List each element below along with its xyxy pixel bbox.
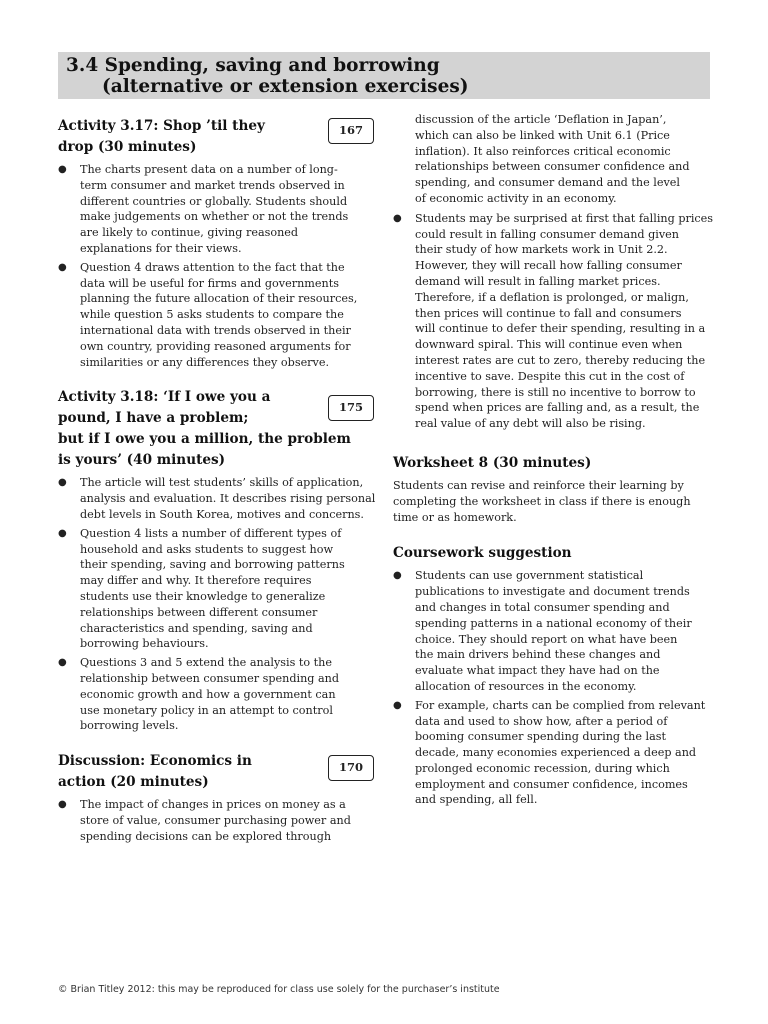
bullet-icon: ●: [58, 799, 67, 811]
list-item: ● For example, charts can be complied from relevant data and used to show how, after a period of booming consumer spending during the last decade, many economies experienced a deep and prolonged economic recession, during which employment and consumer confidence, incomes and spending, all fell.: [393, 698, 706, 807]
list-item: ● Question 4 draws attention to the fact that the data will be useful for firms and governments planning the future allocation of their resources, while question 5 asks students to compare the international data with trends observed in their own country, providing reasoned arguments for similarities or any differences they observe.: [58, 260, 358, 369]
activity-3-18-list: [58, 475, 374, 734]
list-item: ● Question 4 lists a number of different types of household and asks students to suggest how their spending, saving and borrowing patterns may differ and why. It therefore requires students use their knowledge to generalize relationships between different consumer characteristics and spending, saving and borrowing behaviours.: [58, 526, 345, 651]
left-column: [58, 116, 374, 848]
bullet-icon: ●: [58, 164, 67, 175]
list-item: ● Students may be surprised at first that falling prices could result in falling consumer demand given their study of how markets work in Unit 2.2. However, they will recall how falling consumer demand will result in falling market prices. Therefore, if a deflation is prolonged, or malign, then prices will continue to fall and consumers will continue to defer their spending, resulting in a downward spiral. This will continue even when interest rates are cut to zero, thereby reducing the incentive to save. Despite this cut in the cost of borrowing, there is still no incentive to borrow to spend when prices are falling and, as a result, the real value of any debt will also be rising.: [393, 211, 714, 431]
page-ref-badge-167: 167: [328, 118, 374, 144]
list-item: ● The article will test students’ skills of application, analysis and evaluation. It describes rising personal debt levels in South Korea, motives and concerns.: [58, 476, 376, 521]
bullet-icon: ●: [58, 477, 67, 489]
discussion-heading: Discussion: Economics in action (20 minutes): [58, 753, 252, 791]
section-title-bar: [58, 52, 710, 99]
activity-3-18-header: [58, 387, 374, 471]
activity-3-17-list: [58, 162, 374, 370]
section-title: 3.4 Spending, saving and borrowing: [66, 55, 440, 76]
list-item: ● Questions 3 and 5 extend the analysis to the relationship between consumer spending and economic growth and how a government can use monetary policy in an attempt to control borrowing levels.: [58, 656, 340, 733]
discussion-header: [58, 751, 374, 793]
bullet-icon: ●: [393, 570, 402, 582]
section-subtitle: (alternative or extension exercises): [102, 76, 469, 97]
activity-3-17-heading: Activity 3.17: Shop ’til they drop (30 minutes): [58, 118, 265, 155]
coursework-list: [393, 568, 711, 808]
discussion-continuation: discussion of the article ‘Deflation in Japan’, which can also be linked with Unit 6.1 (Price inflation). It also reinforces critical economic relationships between consumer confidence and spending, and consumer demand and the level of economic activity in an economy.: [415, 113, 690, 205]
bullet-icon: ●: [58, 261, 67, 273]
activity-3-17-header: [58, 116, 374, 158]
bullet-icon: ●: [58, 527, 67, 539]
bullet-icon: ●: [58, 657, 67, 669]
page-ref-badge-175: 175: [328, 395, 374, 421]
list-item: ● The charts present data on a number of long- term consumer and market trends observed in different countries or globally. Students should make judgements on whether or not the trends are likely to continue, giving reasoned explanations for their views.: [58, 163, 349, 255]
discussion-list: [58, 797, 374, 844]
list-item: ● Students can use government statistical publications to investigate and document trends and changes in total consumer spending and spending patterns in a national economy of their choice. They should report on what have been the main drivers behind these changes and evaluate what impact they have had on the allocation of resources in the economy.: [393, 569, 692, 693]
bullet-icon: ●: [393, 699, 402, 711]
copyright-footer: © Brian Titley 2012: this may be reproduced for class use solely for the purchaser’s institute: [58, 984, 500, 995]
worksheet-8-text: Students can revise and reinforce their learning by completing the worksheet in class if there is enough time or as homework.: [393, 478, 691, 524]
right-column: [393, 112, 714, 811]
discussion-list-continued: [393, 211, 714, 432]
bullet-icon: ●: [393, 212, 402, 224]
list-item: ● The impact of changes in prices on money as a store of value, consumer purchasing power and spending decisions can be explored through: [58, 798, 351, 843]
worksheet-8-heading: Worksheet 8 (30 minutes): [393, 454, 592, 471]
coursework-heading: Coursework suggestion: [393, 545, 572, 562]
page-ref-badge-170: 170: [328, 755, 374, 781]
activity-3-18-heading: Activity 3.18: ‘If I owe you a pound, I have a problem; but if I owe you a million, the problem is yours’ (40 minutes): [58, 389, 351, 469]
